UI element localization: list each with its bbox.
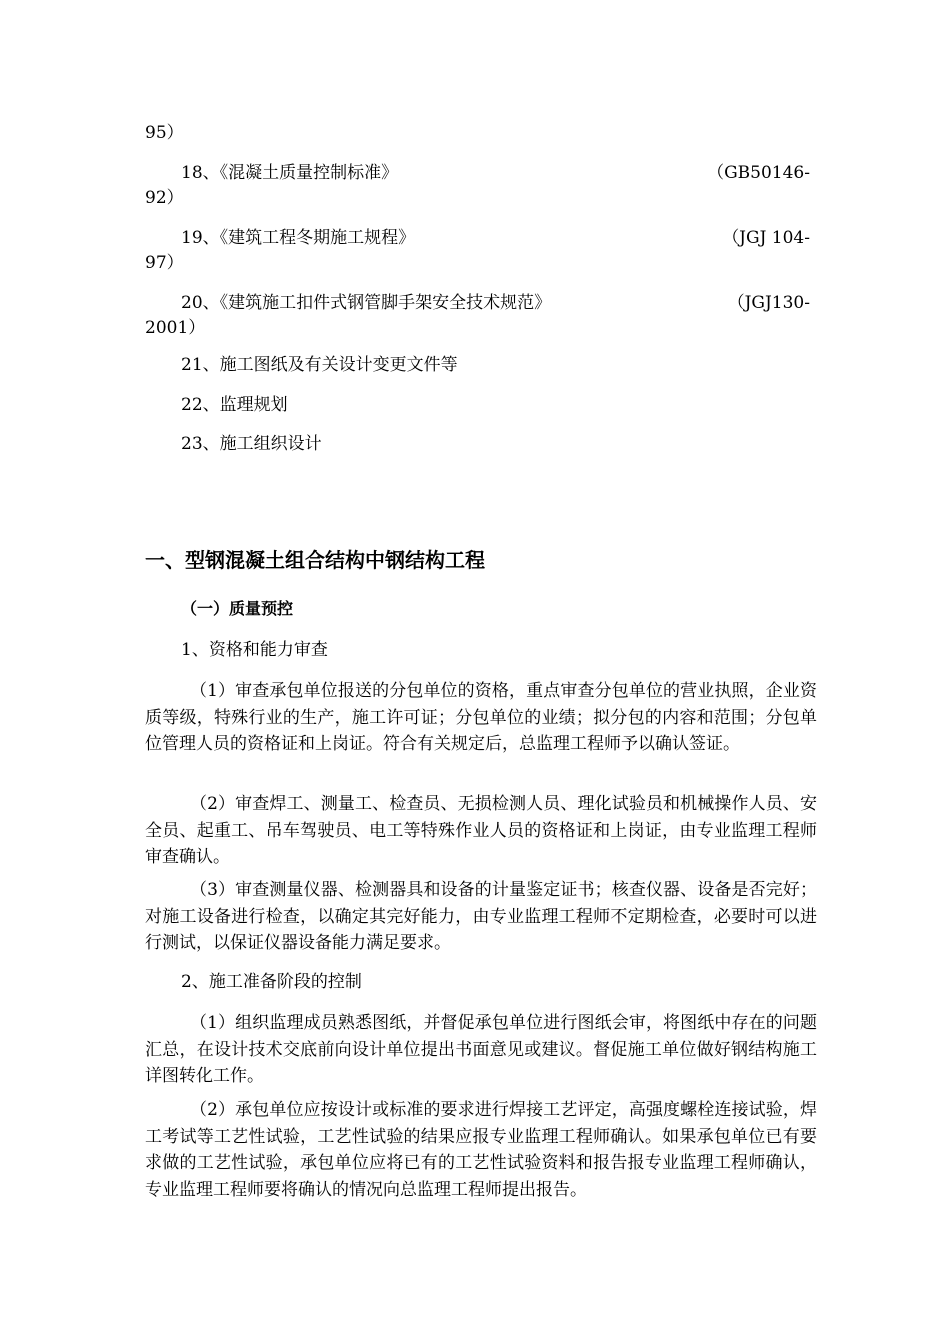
reference-17-tail: 95） [145, 123, 184, 143]
reference-item-19 [181, 226, 810, 250]
reference-label: 18、《混凝土质量控制标准》 [181, 163, 399, 183]
part-2-title: 2、施工准备阶段的控制 [181, 972, 362, 992]
reference-item-23: 23、施工组织设计 [181, 434, 322, 454]
reference-code: （GB50146- [707, 163, 810, 183]
document-page [145, 0, 817, 1344]
paragraph-1-1: （1）审查承包单位报送的分包单位的资格，重点审查分包单位的营业执照，企业资质等级，特殊行业的生产，施工许可证；分包单位的业绩；拟分包的内容和范围；分包单位管理人员的资格证和上岗证。符合有关规定后，总监理工程师予以确认签证。 [145, 681, 817, 754]
paragraph-1-2: （2）审查焊工、测量工、检查员、无损检测人员、理化试验员和机械操作人员、安全员、起重工、吊车驾驶员、电工等特殊作业人员的资格证和上岗证，由专业监理工程师审查确认。 [145, 794, 817, 867]
reference-item-22: 22、监理规划 [181, 395, 288, 415]
reference-label: 20、《建筑施工扣件式钢管脚手架安全技术规范》 [181, 293, 552, 313]
reference-code: （JGJ130- [727, 293, 810, 313]
reference-item-20 [181, 291, 810, 315]
paragraph-1-3: （3）审查测量仪器、检测器具和设备的计量鉴定证书；核查仪器、设备是否完好；对施工设备进行检查，以确定其完好能力，由专业监理工程师不定期检查，必要时可以进行测试，以保证仪器设备能力满足要求。 [145, 880, 817, 953]
paragraph-2-1: （1）组织监理成员熟悉图纸，并督促承包单位进行图纸会审，将图纸中存在的问题汇总，在设计技术交底前向设计单位提出书面意见或建议。督促施工单位做好钢结构施工详图转化工作。 [145, 1013, 817, 1086]
reference-20-tail: 2001） [145, 318, 206, 338]
reference-item-21: 21、施工图纸及有关设计变更文件等 [181, 355, 458, 375]
reference-item-18 [181, 161, 810, 185]
reference-19-tail: 97） [145, 253, 184, 273]
section-title: 一、型钢混凝土组合结构中钢结构工程 [145, 548, 485, 572]
paragraph-2-2: （2）承包单位应按设计或标准的要求进行焊接工艺评定，高强度螺栓连接试验，焊工考试等工艺性试验，工艺性试验的结果应报专业监理工程师确认。如果承包单位已有要求做的工艺性试验，承包单位应将已有的工艺性试验资料和报告报专业监理工程师确认，专业监理工程师要将确认的情况向总监理工程师提出报告。 [145, 1100, 817, 1200]
reference-code: （JGJ 104- [722, 228, 810, 248]
reference-label: 19、《建筑工程冬期施工规程》 [181, 228, 416, 248]
reference-18-tail: 92） [145, 188, 184, 208]
part-1-title: 1、资格和能力审查 [181, 640, 328, 660]
subsection-title: （一）质量预控 [181, 599, 294, 618]
